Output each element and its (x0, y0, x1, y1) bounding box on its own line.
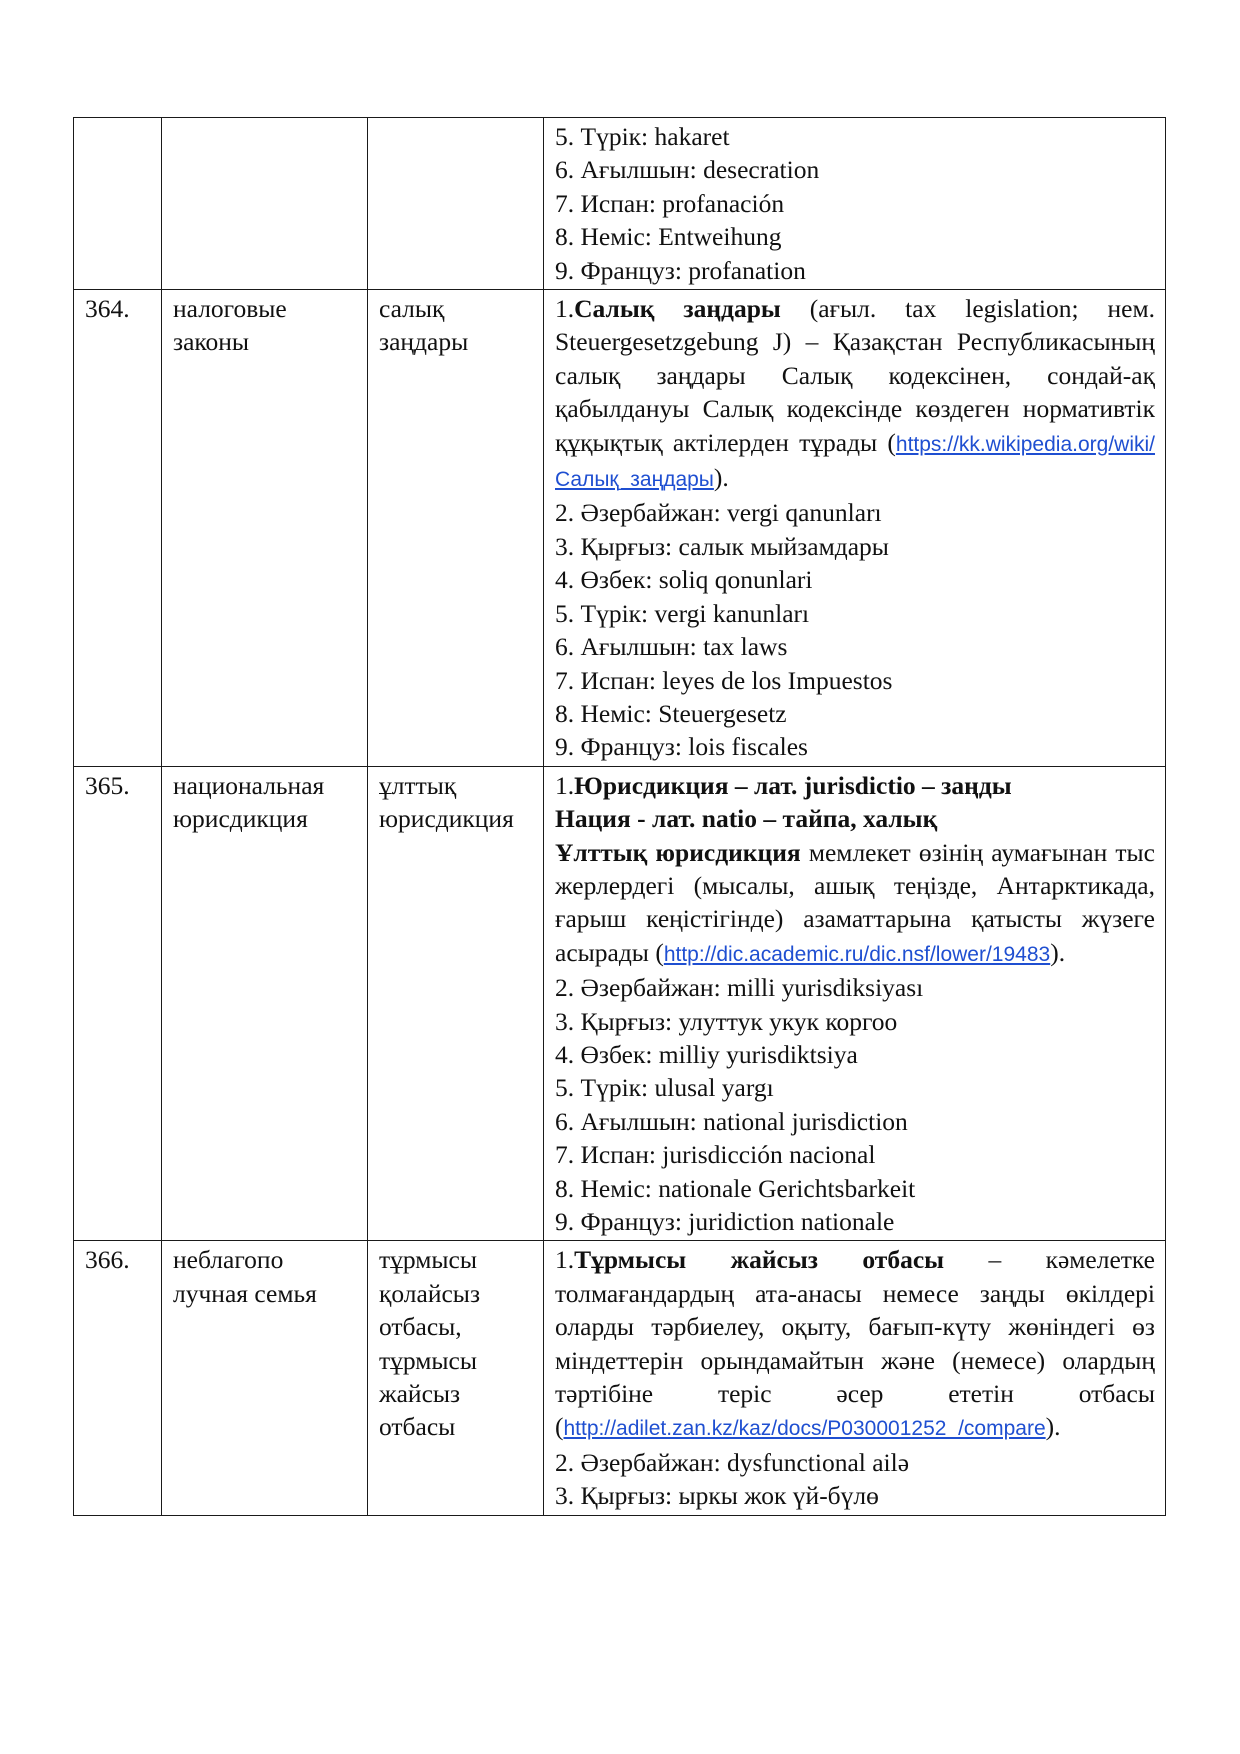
translation-line: 2. Әзербайжан: vergi qanunları (555, 498, 882, 528)
definition-text: – кәмелетке толмағандардың ата-анасы немесе заңды өкілдері оларды тәрбиелеу, оқыту, бағып-күту жөніндегі өз міндеттерін орындамайтын және (немесе) олардың тәртібіне теріс әсер ететін отбасы (555, 1245, 1155, 1409)
translation-line: 8. Неміс: nationale Gerichtsbarkeit (555, 1173, 916, 1203)
definition-paragraph: 1.Тұрмысы жайсыз отбасы – кәмелетке толмағандардың ата-анасы немесе заңды өкілдері оларды тәрбиелеу, оқыту, бағып-күту жөніндегі өз міндеттерін орындамайтын және (немесе) олардың тәртібіне теріс әсер ететін отбасы (http://adilet.zan.kz/kaz/docs/P030001252_/compare). (555, 1245, 1155, 1442)
translation-line: 2. Әзербайжан: milli yurisdiksiyası (555, 973, 924, 1003)
russian-term: налоговые законы (162, 290, 368, 767)
row-number (74, 118, 162, 290)
definition-paragraph: 1.Салық заңдары (ағыл. tax legislation; нем. Steuergesetzgebung J) – Қазақстан Республикасының салық заңдары Салық кодексінен, сондай-ақ қабылдануы Салық кодексінде көздеген нормативтік құқықтық актілерден тұрады (https://kk.wikipedia.org/wiki/Салық_заңдары). (555, 294, 1155, 493)
definition-cell (544, 1241, 1166, 1515)
glossary-table (73, 117, 1166, 1516)
etymology-line: Нация - лат. natio – тайпа, халық (555, 804, 938, 834)
source-link[interactable]: https://kk.wikipedia.org/wiki/Салық_заңдары (555, 432, 1155, 492)
definition-heading: Тұрмысы жайсыз отбасы (574, 1245, 945, 1275)
definition-cell (544, 118, 1166, 290)
kazakh-term: салық заңдары (368, 290, 544, 767)
definition-text: мемлекет өзінің аумағынан тыс жерлердегі (мысалы, ашық теңізде, Антарктикада, ғарыш кеңістігінде) азаматтарына қатысты жүзеге асырады (555, 837, 1155, 967)
definition-cell (544, 766, 1166, 1241)
translation-line: 5. Түрік: vergi kanunları (555, 598, 810, 628)
translation-line: 5. Түрік: ulusal yargı (555, 1073, 774, 1103)
translation-line: 3. Қырғыз: улуттук укук коргоо (555, 1006, 898, 1036)
table-row (74, 118, 1166, 290)
translation-line: 9. Француз: profanation (555, 255, 806, 285)
translation-line: 5. Түрік: hakaret (555, 122, 730, 151)
row-number: 365. (74, 766, 162, 1241)
translation-line: 7. Испан: profanación (555, 188, 785, 218)
definition-text: (ағыл. tax legislation; нем. Steuergesetzgebung J) – Қазақстан Республикасының салық заңдары Салық кодексінен, сондай-ақ қабылдануы Салық кодексінде көздеген нормативтік құқықтық актілерден тұрады (555, 294, 1155, 457)
kazakh-term: ұлттық юрисдикция (368, 766, 544, 1241)
etymology-bold: Юрисдикция – лат. jurisdictio – заңды (574, 770, 1012, 800)
table-row (74, 1241, 1166, 1515)
source-link[interactable]: http://dic.academic.ru/dic.nsf/lower/19483 (663, 942, 1051, 966)
definition-cell (544, 290, 1166, 767)
translation-line: 6. Ағылшын: desecration (555, 155, 820, 185)
etymology-line: 1.Юрисдикция – лат. jurisdictio – заңды (555, 770, 1012, 800)
translation-line: 4. Өзбек: milliy yurisdiktsiya (555, 1039, 858, 1069)
translation-line: 8. Неміс: Steuergesetz (555, 698, 787, 728)
translation-line: 8. Неміс: Entweihung (555, 222, 782, 252)
kazakh-term (368, 118, 544, 290)
russian-term (162, 118, 368, 290)
translation-line: 2. Әзербайжан: dysfunctional ailə (555, 1447, 910, 1477)
translation-line: 6. Ағылшын: national jurisdiction (555, 1106, 908, 1136)
source-link[interactable]: http://adilet.zan.kz/kaz/docs/P030001252_/compare (563, 1417, 1046, 1441)
table-row (74, 766, 1166, 1241)
translation-line: 3. Қырғыз: салык мыйзамдары (555, 531, 889, 561)
translation-line: 7. Испан: leyes de los Impuestos (555, 665, 893, 695)
row-number: 366. (74, 1241, 162, 1515)
translation-line: 3. Қырғыз: ыркы жок үй-бүлө (555, 1481, 879, 1511)
translation-line: 9. Француз: juridiction nationale (555, 1207, 895, 1236)
russian-term: неблагопо лучная семья (162, 1241, 368, 1515)
translation-line: 6. Ағылшын: tax laws (555, 632, 788, 662)
kazakh-term: тұрмысы қолайсыз отбасы, тұрмысы жайсыз отбасы (368, 1241, 544, 1515)
translation-line: 7. Испан: jurisdicción nacional (555, 1140, 876, 1170)
translation-line: 4. Өзбек: soliq qonunlari (555, 565, 813, 595)
row-number: 364. (74, 290, 162, 767)
russian-term: национальная юрисдикция (162, 766, 368, 1241)
table-row (74, 290, 1166, 767)
translation-line: 9. Француз: lois fiscales (555, 732, 808, 762)
definition-heading: Ұлттық юрисдикция (555, 837, 801, 867)
definition-heading: Салық заңдары (574, 294, 781, 324)
definition-paragraph: Ұлттық юрисдикция мемлекет өзінің аумағынан тыс жерлердегі (мысалы, ашық теңізде, Антарктикада, ғарыш кеңістігінде) азаматтарына қатысты жүзеге асырады (http://dic.academic.ru/dic.nsf/lower/19483). (555, 837, 1155, 967)
